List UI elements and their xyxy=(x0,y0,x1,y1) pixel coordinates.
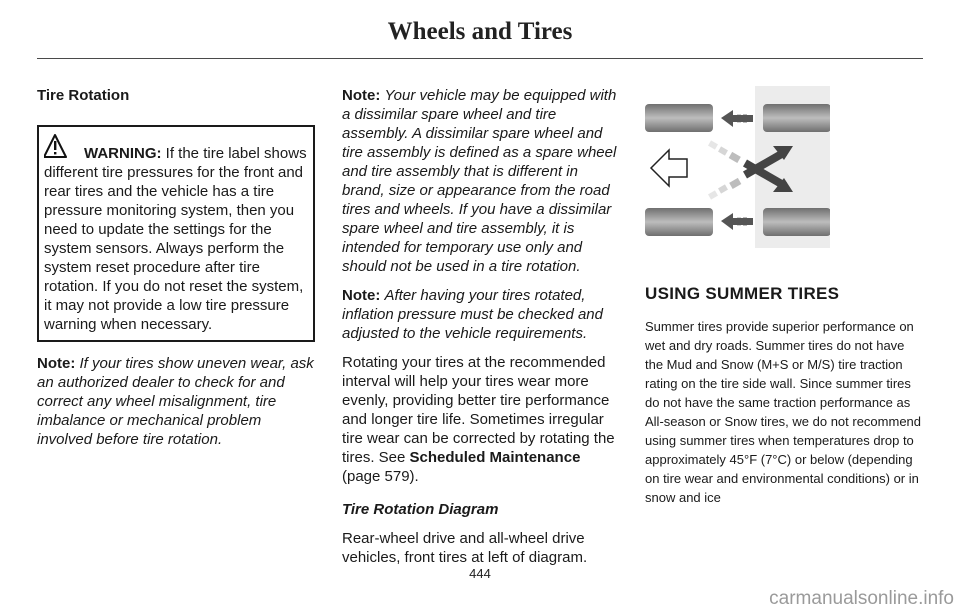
rotation-paragraph xyxy=(342,353,620,486)
diagram-caption: Rear-wheel drive and all-wheel drive vehicles, front tires at left of diagram. xyxy=(342,530,588,566)
forward-direction-left-arrow-icon xyxy=(651,150,687,186)
arrow-rear-to-front-bottom-icon xyxy=(721,213,753,230)
page-number: 444 xyxy=(469,566,491,581)
paragraph-text: Rotating your tires at the recommended interval will help your tires wear more evenly, providing better tire performance and longer tire life. Sometimes irregular tire wear can be corrected by rotating the tires. See xyxy=(342,354,615,466)
summer-tires-body: Summer tires provide superior performance on wet and dry roads. Summer tires do not have the Mud and Snow (M+S or M/S) tire traction rating on the tire side wall. Since summer tires do not have the same traction performance as All-season or Snow tires, we do not recommend using summer tires when temperatures drop to approximately 45°F (7°C) or below (depending on tire wear and environmental conditions) or in snow and ice xyxy=(645,319,922,505)
rear-right-tire-icon xyxy=(763,208,830,236)
tire-rotation-diagram-graphic xyxy=(645,86,830,248)
front-left-tire-icon xyxy=(645,104,713,132)
note-label: Note: xyxy=(37,355,76,372)
warning-box xyxy=(37,125,315,342)
rear-left-tire-icon xyxy=(763,104,830,132)
note-label: Note: xyxy=(342,287,381,304)
note-text: Your vehicle may be equipped with a dissimilar spare wheel and tire assembly. A dissimilar spare wheel and tire assembly is defined as a spare wheel and tire assembly that is different in brand, size or appearance from the road tires and wheels. If you have a dissimilar spare wheel and tire assembly, it is intended for temporary use only and should not be used in a tire rotation. xyxy=(342,87,617,275)
tire-rotation-diagram xyxy=(645,86,825,246)
column-middle xyxy=(342,86,620,577)
note-uneven-wear xyxy=(37,354,315,449)
page-title: Wheels and Tires xyxy=(387,18,573,45)
page-reference: (page 579). xyxy=(342,468,419,485)
watermark: carmanualsonline.info xyxy=(769,588,954,609)
note-inflation-pressure xyxy=(342,286,620,343)
note-text: If your tires show uneven wear, ask an authorized dealer to check for and correct any wheel misalignment, tire imbalance or mechanical problem involved before tire rotation. xyxy=(37,355,314,448)
warning-text: If the tire label shows different tire pressures for the front and rear tires and the vehicle has a tire pressure monitoring system, then you need to update the settings for the system sensors. Always perform the system reset procedure after tire rotation. If you do not reset the system, it may not provide a low tire pressure warning when necessary. xyxy=(44,145,307,333)
warning-triangle-icon xyxy=(44,133,82,160)
summer-tires-heading: USING SUMMER TIRES xyxy=(645,284,840,303)
note-text: After having your tires rotated, inflation pressure must be checked and adjusted to the vehicle requirements. xyxy=(342,287,603,342)
scheduled-maintenance-link[interactable]: Scheduled Maintenance xyxy=(409,449,581,466)
front-right-tire-icon xyxy=(645,208,713,236)
column-left xyxy=(37,86,315,459)
header-rule xyxy=(37,58,923,59)
diagram-title: Tire Rotation Diagram xyxy=(342,501,499,518)
warning-label: WARNING: xyxy=(84,145,162,162)
note-dissimilar-spare xyxy=(342,86,620,276)
arrow-rear-to-front-top-icon xyxy=(721,110,753,127)
column-right xyxy=(645,86,925,517)
note-label: Note: xyxy=(342,87,381,104)
tire-rotation-heading: Tire Rotation xyxy=(37,87,130,104)
